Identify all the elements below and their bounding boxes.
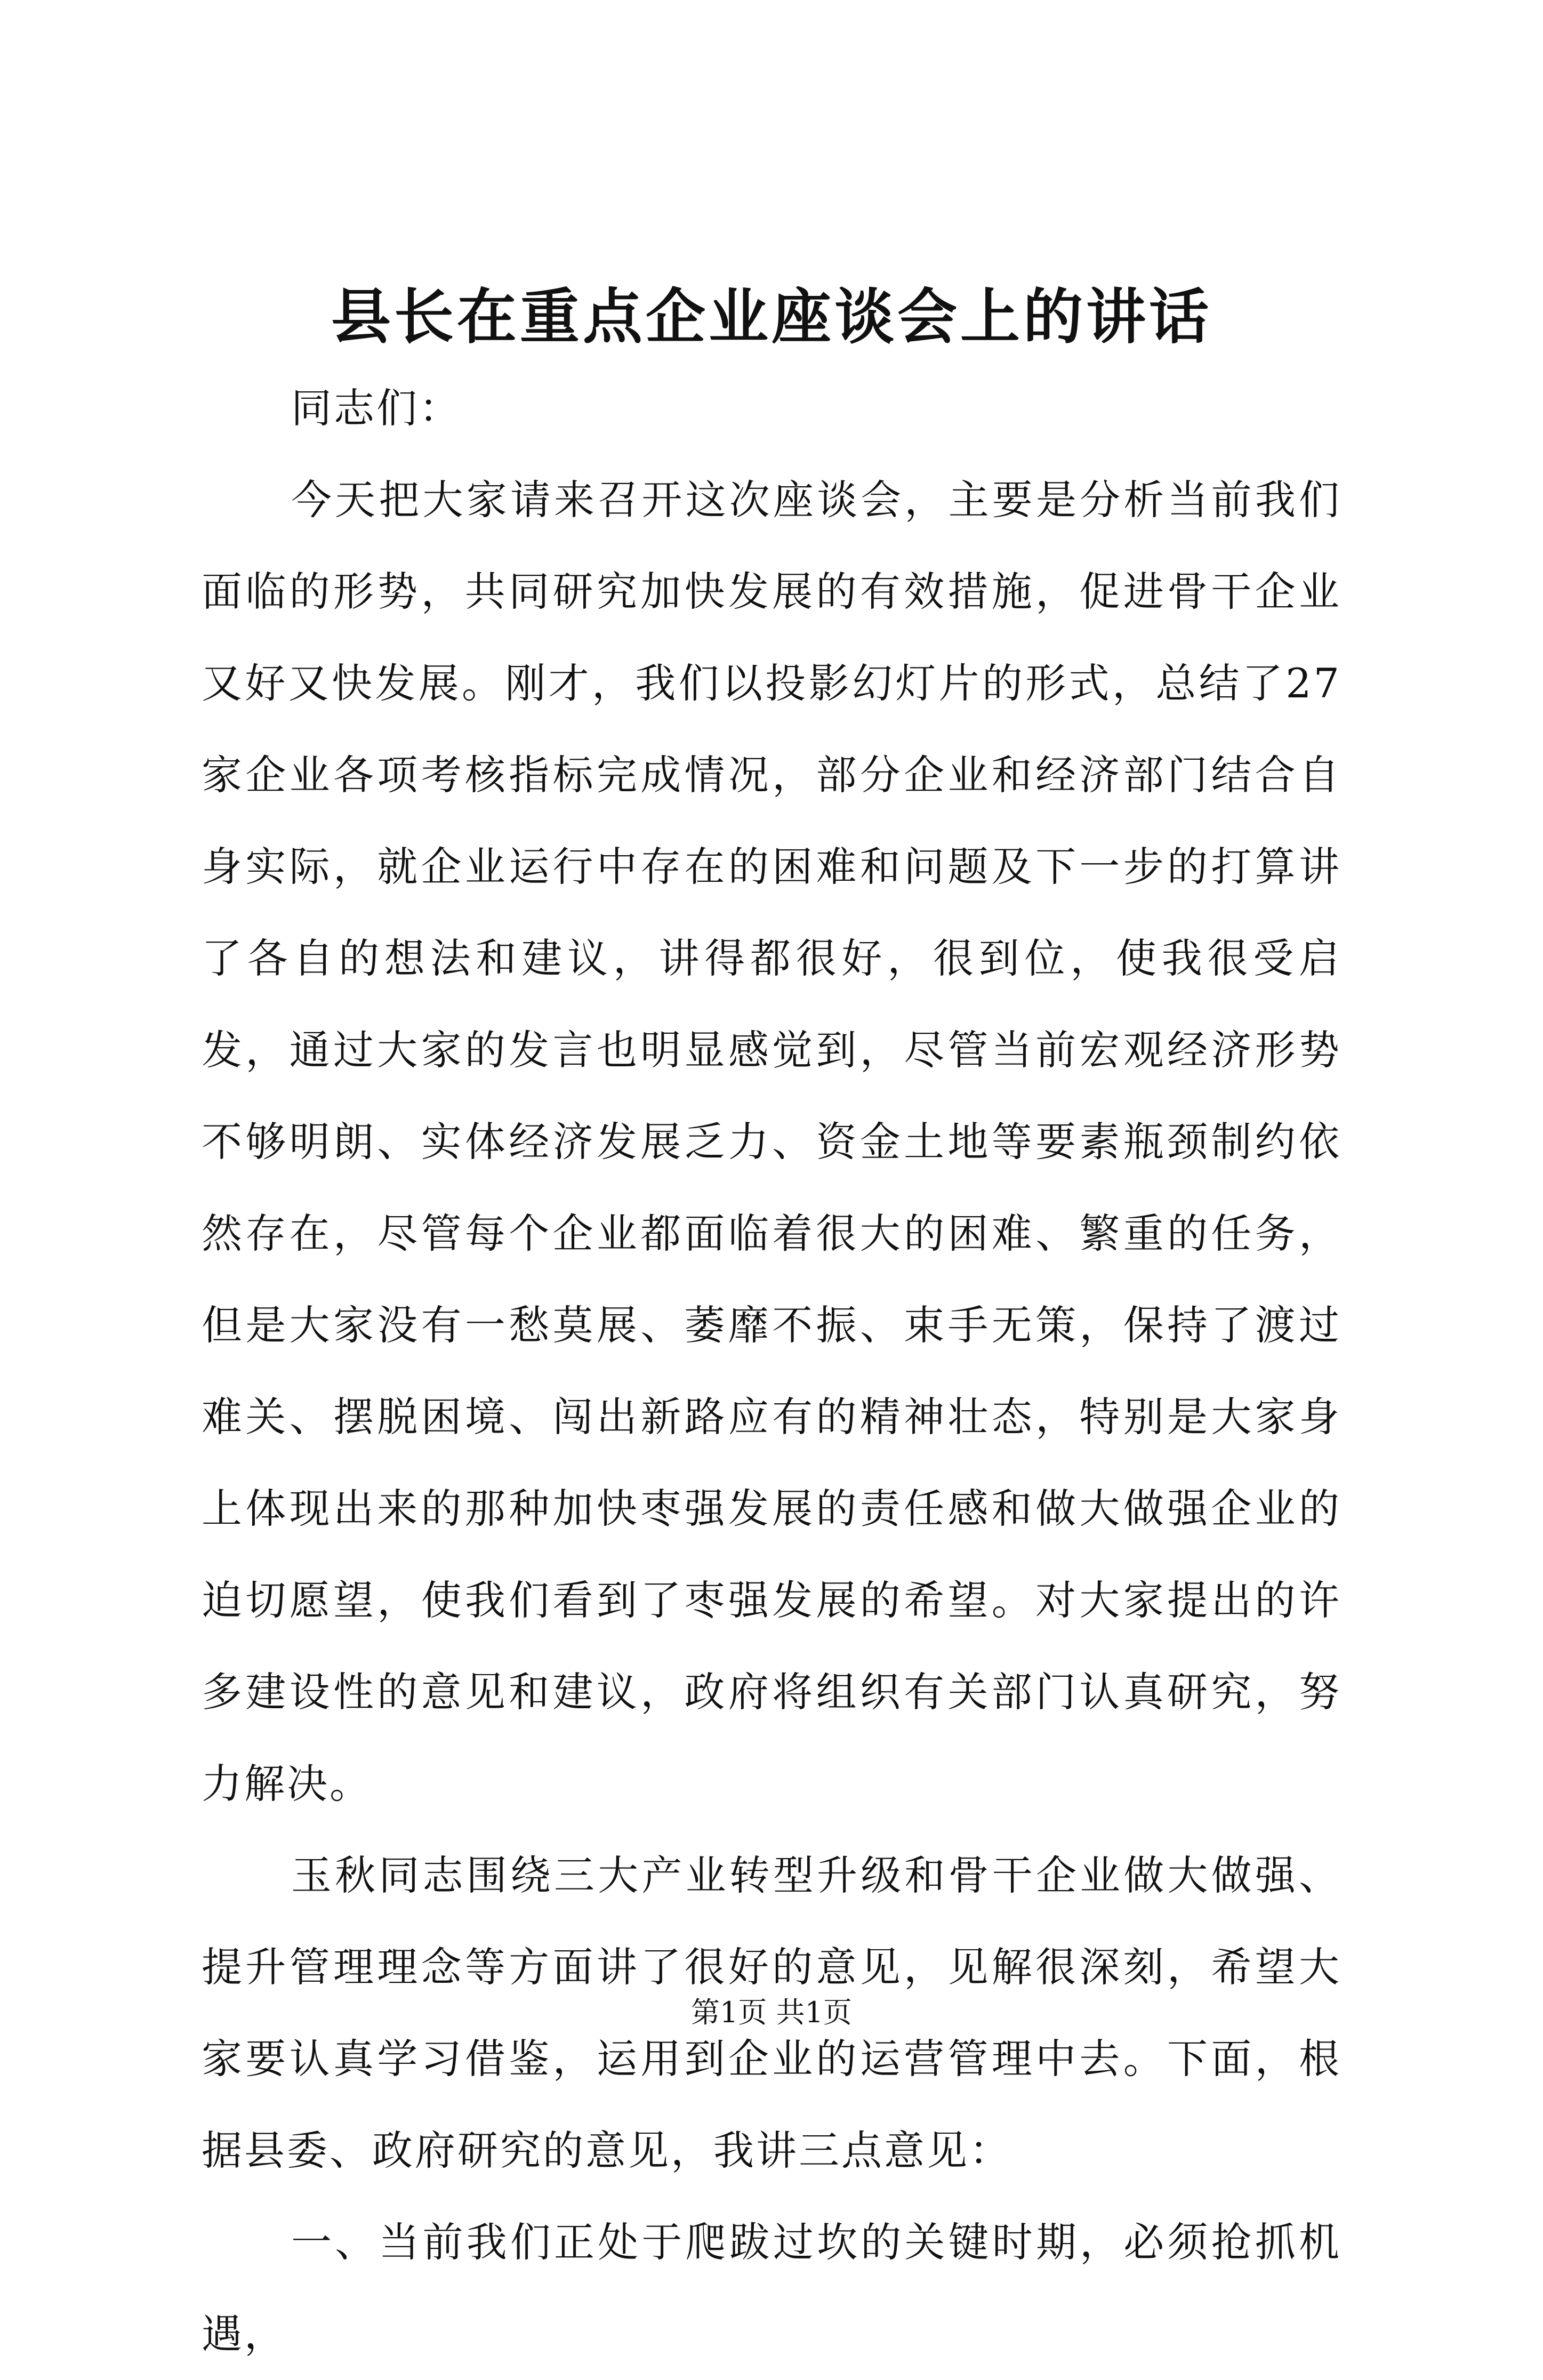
document-title: 县长在重点企业座谈会上的讲话 xyxy=(331,282,1212,352)
body-paragraph-2: 玉秋同志围绕三大产业转型升级和骨干企业做大做强、提升管理理念等方面讲了很好的意见，见解很深刻，希望大家要认真学习借鉴，运用到企业的运营管理中去。下面，根据县委、政府研究的意见，我讲三点意见： xyxy=(202,1852,1341,2174)
salutation-paragraph: 同志们： xyxy=(291,384,462,432)
page-footer: 第1页 共1页 xyxy=(691,1996,852,2029)
document-body xyxy=(202,363,1341,2380)
body-paragraph-1: 今天把大家请来召开这次座谈会，主要是分析当前我们面临的形势，共同研究加快发展的有效措施，促进骨干企业又好又快发展。刚才，我们以投影幻灯片的形式，总结了27家企业各项考核指标完成情况，部分企业和经济部门结合自身实际，就企业运行中存在的困难和问题及下一步的打算讲了各自的想法和建议，讲得都很好，很到位，使我很受启发，通过大家的发言也明显感觉到，尽管当前宏观经济形势不够明朗、实体经济发展乏力、资金土地等要素瓶颈制约依然存在，尽管每个企业都面临着很大的困难、繁重的任务，但是大家没有一愁莫展、萎靡不振、束手无策，保持了渡过难关、摆脱困境、闯出新路应有的精神壮态，特别是大家身上体现出来的那种加快枣强发展的责任感和做大做强企业的迫切愿望，使我们看到了枣强发展的希望。对大家提出的许多建设性的意见和建议，政府将组织有关部门认真研究，努力解决。 xyxy=(202,476,1341,1807)
body-paragraph-3: 一、当前我们正处于爬跋过坎的关键时期，必须抢抓机遇， xyxy=(202,2218,1341,2358)
